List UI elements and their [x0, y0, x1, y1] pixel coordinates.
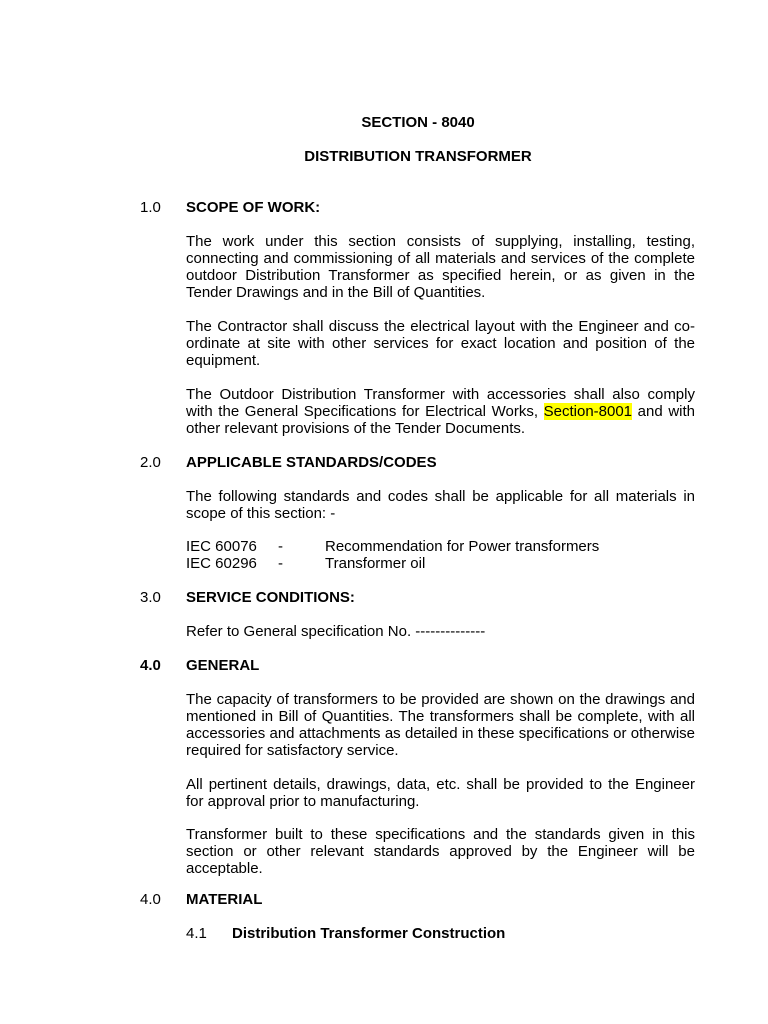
paragraph-3-text-after: and with other relevant provisions of the Tender Documents.: [186, 403, 695, 437]
document-title: DISTRIBUTION TRANSFORMER: [304, 148, 532, 165]
section-3-heading: SERVICE CONDITIONS:: [186, 589, 355, 606]
standard-dash: -: [278, 555, 283, 572]
section-1-paragraph-2: The Contractor shall discuss the electrical layout with the Engineer and co-ordinate at site with other services for exact location and position of the equipment.: [186, 318, 695, 369]
highlighted-section-reference: Section-8001: [543, 403, 633, 420]
subsection-heading: Distribution Transformer Construction: [232, 925, 506, 942]
paragraph-3-text-before: The Outdoor Distribution Transformer with accessories shall also comply with the General Specifications for Electrical Works,: [186, 386, 695, 420]
section-4-paragraph-2: All pertinent details, drawings, data, etc. shall be provided to the Engineer for approval prior to manufacturing.: [186, 776, 695, 810]
section-number-title: SECTION - 8040: [361, 114, 475, 131]
standard-description: Recommendation for Power transformers: [325, 538, 600, 555]
section-4-number: 4.0: [140, 657, 161, 674]
subsection-number: 4.1: [186, 925, 207, 942]
standard-dash: -: [278, 538, 283, 555]
standard-code: IEC 60296: [186, 555, 257, 572]
section-4-paragraph-1: The capacity of transformers to be provided are shown on the drawings and mentioned in Bill of Quantities. The transformers shall be complete, with all accessories and attachments as detailed in these specifications or otherwise required for satisfactory service.: [186, 691, 695, 759]
standard-code: IEC 60076: [186, 538, 257, 555]
section-2-number: 2.0: [140, 454, 161, 471]
section-1-paragraph-3: [186, 386, 695, 437]
standard-description: Transformer oil: [325, 555, 426, 572]
section-4-paragraph-3: Transformer built to these specifications and the standards given in this section or other relevant standards approved by the Engineer will be acceptable.: [186, 826, 695, 877]
section-2-paragraph-1: The following standards and codes shall be applicable for all materials in scope of this section: -: [186, 488, 695, 522]
section-3-number: 3.0: [140, 589, 161, 606]
section-1-paragraph-1: The work under this section consists of supplying, installing, testing, connecting and commissioning of all materials and services of the complete outdoor Distribution Transformer as specified herein, or as given in the Tender Drawings and in the Bill of Quantities.: [186, 233, 695, 301]
section-1-number: 1.0: [140, 199, 161, 216]
section-1-heading: SCOPE OF WORK:: [186, 199, 321, 216]
section-4-heading: GENERAL: [186, 657, 260, 674]
section-5-heading: MATERIAL: [186, 891, 263, 908]
section-5-number: 4.0: [140, 891, 161, 908]
section-3-paragraph-1: Refer to General specification No. --------------: [186, 623, 486, 640]
section-2-heading: APPLICABLE STANDARDS/CODES: [186, 454, 437, 471]
